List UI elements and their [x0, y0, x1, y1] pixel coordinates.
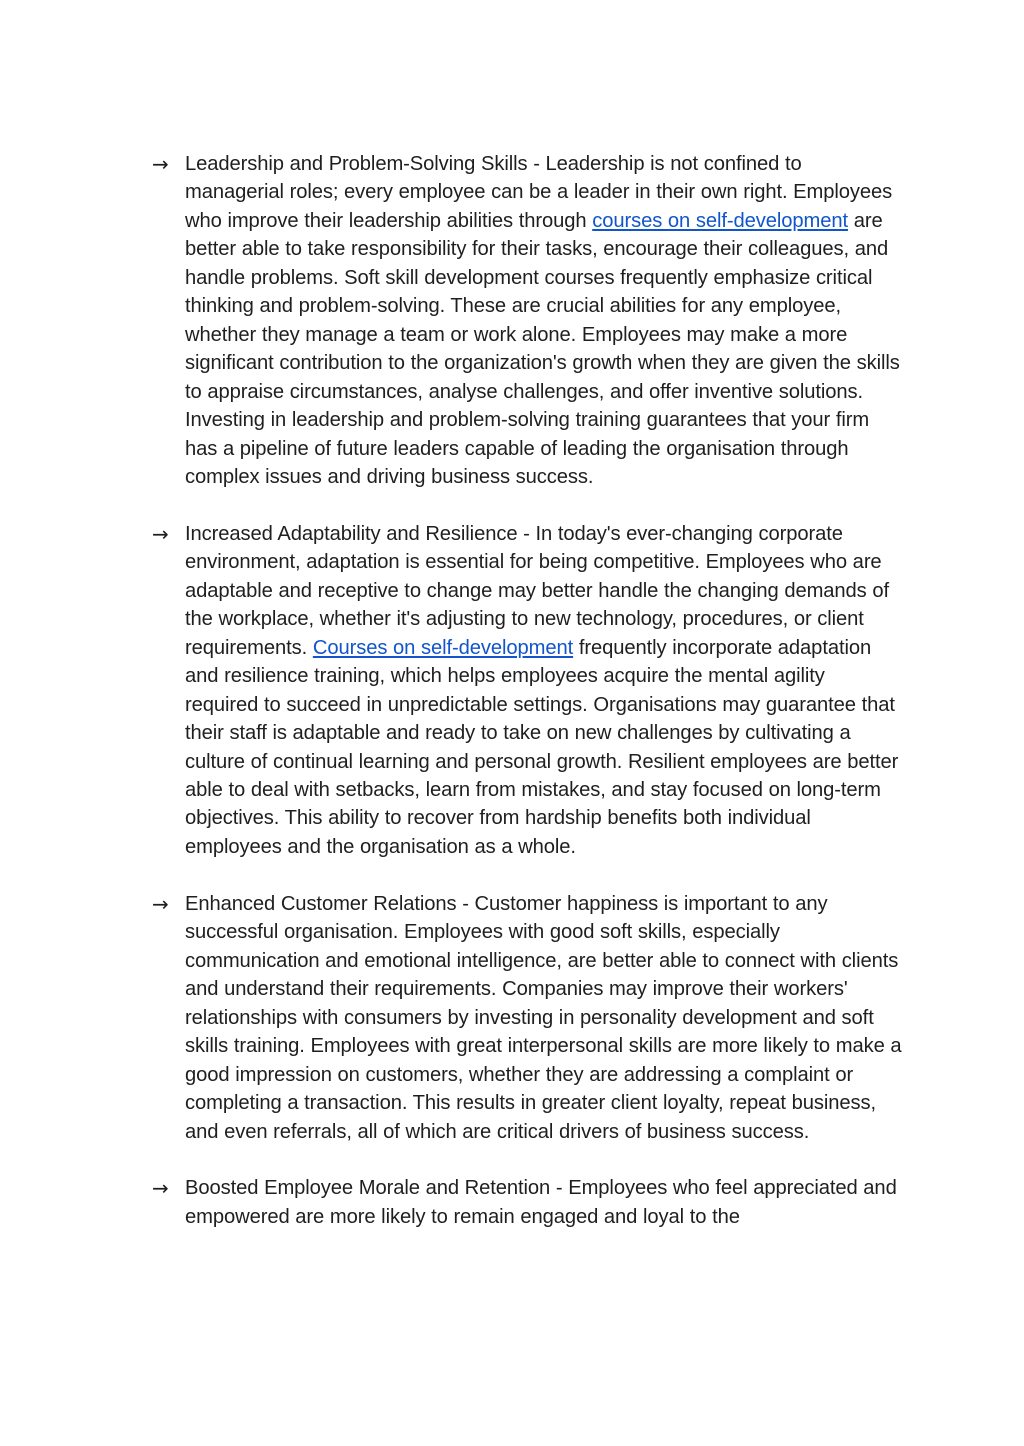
arrow-bullet-icon: → [152, 521, 169, 546]
paragraph-text: Leadership and Problem-Solving Skills - Leadership is not confined to managerial roles; every employee can be a leader in their own right. Employees who improve their leadership abilities through [185, 153, 893, 232]
paragraph-customer-relations [185, 890, 902, 1146]
paragraph-text: Increased Adaptability and Resilience - In today's ever-changing corporate environment, adaptation is essential for being competitive. Employees who are adaptable and receptive to change may better handle the changing demands of the workplace, whether it's adjusting to new technology, procedures, or client requirements. [185, 522, 890, 659]
self-development-link[interactable]: courses on self-development [592, 209, 848, 232]
paragraph-text: are better able to take responsibility for their tasks, encourage their colleagues, and handle problems. Soft skill development courses frequently emphasize critical thinking and problem-solving. These are crucial abilities for any employee, whether they manage a team or work alone. Employees may make a more significant contribution to the organization's growth when they are given the skills to appraise circumstances, analyse challenges, and offer inventive solutions. Investing in leadership and problem-solving training guarantees that your firm has a pipeline of future leaders capable of leading the organisation through complex issues and driving business success. [185, 209, 900, 488]
paragraph-text: Boosted Employee Morale and Retention - Employees who feel appreciated and empowered are more likely to remain engaged and loyal to the [185, 1177, 897, 1228]
paragraph-text: Enhanced Customer Relations - Customer happiness is important to any successful organisation. Employees with good soft skills, especially communication and emotional intelligence, are better able to connect with clients and understand their requirements. Companies may improve their workers' relationships with consumers by investing in personality development and soft skills training. Employees with great interpersonal skills are more likely to make a good impression on customers, whether they are addressing a complaint or completing a transaction. This results in greater client loyalty, repeat business, and even referrals, all of which are critical drivers of business success. [185, 892, 902, 1143]
bullet-list [152, 150, 902, 1260]
list-item-adaptability [152, 520, 902, 861]
self-development-link[interactable]: Courses on self-development [312, 636, 574, 659]
paragraph-text: frequently incorporate adaptation and resilience training, which helps employees acquire the mental agility required to succeed in unpredictable settings. Organisations may guarantee that their staff is adaptable and ready to take on new challenges by cultivating a culture of continual learning and personal growth. Resilient employees are better able to deal with setbacks, learn from mistakes, and stay focused on long-term objectives. This ability to recover from hardship benefits both individual employees and the organisation as a whole. [185, 636, 899, 858]
paragraph-adaptability [185, 520, 902, 861]
list-item-customer-relations [152, 890, 902, 1146]
paragraph-morale [185, 1174, 902, 1231]
arrow-bullet-icon: → [152, 891, 169, 916]
arrow-bullet-icon: → [152, 152, 169, 176]
list-item-leadership [152, 150, 902, 491]
paragraph-leadership [185, 150, 902, 491]
arrow-bullet-icon: → [152, 1176, 169, 1201]
list-item-morale [152, 1174, 902, 1231]
